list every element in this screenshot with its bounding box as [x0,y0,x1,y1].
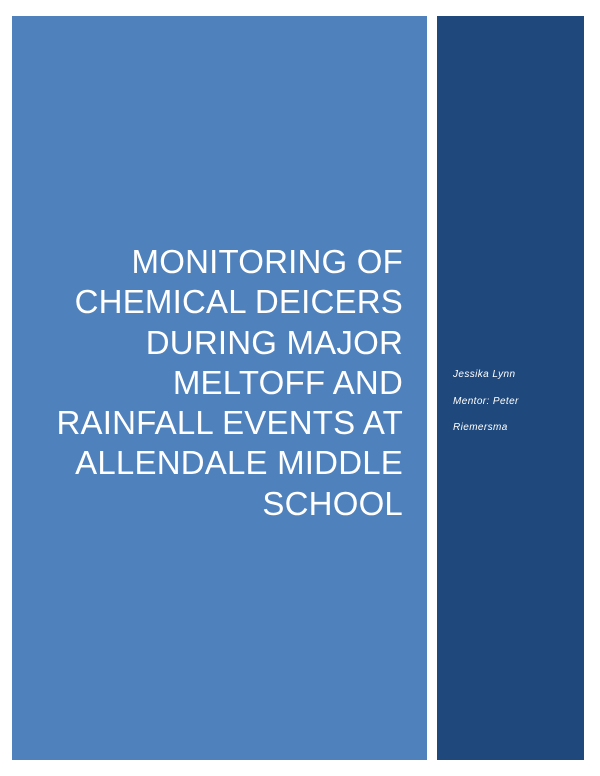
title-line: DURING MAJOR [145,323,403,361]
document-title [23,242,403,524]
mentor-name: Riemersma [453,422,508,433]
cover-author-panel [437,16,584,760]
title-line: MELTOFF AND [172,363,403,401]
title-line: SCHOOL [262,484,403,522]
title-line: MONITORING OF [131,243,403,280]
title-line: ALLENDALE MIDDLE [75,444,403,482]
title-line: CHEMICAL DEICERS [74,283,403,321]
cover-title-panel [12,16,427,760]
title-line: RAINFALL EVENTS AT [56,404,403,442]
author-block [453,362,519,442]
mentor-label: Mentor: Peter [453,395,519,407]
author-name: Jessika Lynn [453,369,516,380]
